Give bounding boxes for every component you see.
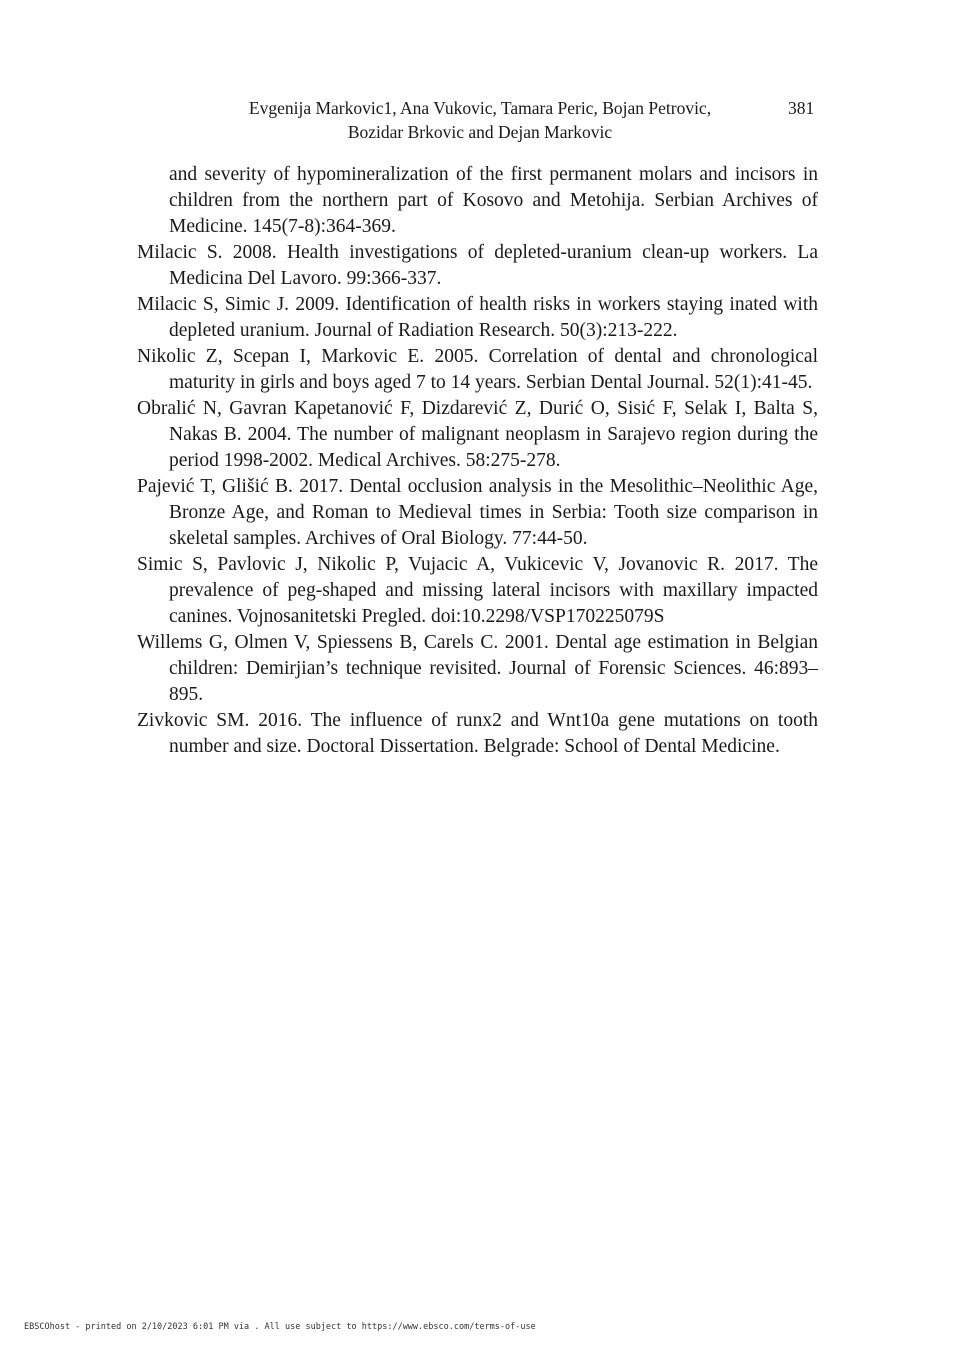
header-authors-line-2: Bozidar Brkovic and Dejan Markovic bbox=[347, 122, 613, 142]
reference-list bbox=[137, 162, 818, 760]
reference-entry-zivkovic-2016: Zivkovic SM. 2016. The influence of runx2 and Wnt10a gene mutations on tooth number and size. Doctoral Dissertation. Belgrade: School of Dental Medicine. bbox=[137, 710, 818, 757]
ebsco-print-footer: EBSCOhost - printed on 2/10/2023 6:01 PM via . All use subject to https://www.ebsco.com/terms-of-use bbox=[24, 1322, 536, 1332]
reference-entry-simic-2017: Simic S, Pavlovic J, Nikolic P, Vujacic A, Vukicevic V, Jovanovic R. 2017. The prevalence of peg-shaped and missing lateral incisors with maxillary impacted canines. Vojnosanitetski Pregled. doi:10.2298/VSP170225079S bbox=[137, 554, 818, 627]
header-authors-line-1: Evgenija Markovic1, Ana Vukovic, Tamara Peric, Bojan Petrovic, bbox=[248, 98, 712, 118]
reference-entry-continued: and severity of hypomineralization of the first permanent molars and incisors in children from the northern part of Kosovo and Metohija. Serbian Archives of Medicine. 145(7-8):364-369. bbox=[169, 164, 818, 237]
reference-entry-milacic-simic-2009: Milacic S, Simic J. 2009. Identification of health risks in workers staying inated with depleted uranium. Journal of Radiation Research. 50(3):213-222. bbox=[137, 294, 818, 341]
page-number: 381 bbox=[788, 98, 815, 118]
running-header bbox=[200, 96, 760, 144]
reference-entry-pajevic-2017: Pajević T, Glišić B. 2017. Dental occlusion analysis in the Mesolithic–Neolithic Age, Bronze Age, and Roman to Medieval times in Serbia: Tooth size comparison in skeletal samples. Archives of Oral Biology. 77:44-50. bbox=[137, 476, 818, 549]
reference-entry-milacic-2008: Milacic S. 2008. Health investigations of depleted-uranium clean-up workers. La Medicina Del Lavoro. 99:366-337. bbox=[137, 242, 818, 289]
reference-entry-obralic-2004: Obralić N, Gavran Kapetanović F, Dizdarević Z, Durić O, Sisić F, Selak I, Balta S, Nakas B. 2004. The number of malignant neoplasm in Sarajevo region during the period 1998-2002. Medical Archives. 58:275-278. bbox=[137, 398, 818, 471]
reference-entry-nikolic-2005: Nikolic Z, Scepan I, Markovic E. 2005. Correlation of dental and chronological maturity in girls and boys aged 7 to 14 years. Serbian Dental Journal. 52(1):41-45. bbox=[137, 346, 818, 393]
reference-entry-willems-2001: Willems G, Olmen V, Spiessens B, Carels C. 2001. Dental age estimation in Belgian children: Demirjian’s technique revisited. Journal of Forensic Sciences. 46:893–895. bbox=[137, 632, 818, 705]
